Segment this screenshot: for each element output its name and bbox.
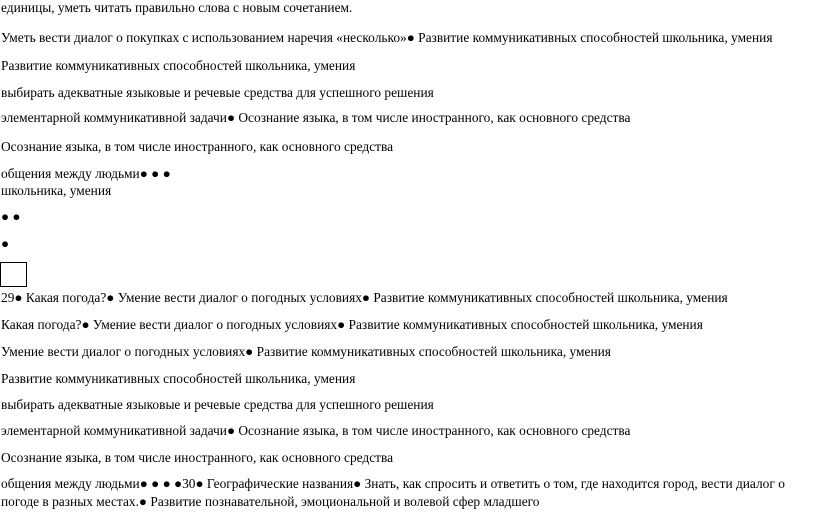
text-line-16: общения между людьми● ● ● ●30● Географические названия● Знать, как спросить и ответить о том, где находится город, вести диалог о <box>1 476 785 491</box>
text-line-8: школьника, умения <box>1 183 112 198</box>
text-line-9: 29● Какая погода?● Умение вести диалог о погодных условиях● Развитие коммуникативных способностей школьника, умения <box>1 290 728 305</box>
text-line-4: выбирать адекватные языковые и речевые средства для успешного решения <box>1 85 434 100</box>
text-line-13: выбирать адекватные языковые и речевые средства для успешного решения <box>1 397 434 412</box>
text-line-7: общения между людьми● ● ● <box>1 166 171 181</box>
text-line-15: Осознание языка, в том числе иностранного, как основного средства <box>1 450 394 465</box>
text-line-12: Развитие коммуникативных способностей школьника, умения <box>1 371 356 386</box>
text-line-6: Осознание языка, в том числе иностранного, как основного средства <box>1 139 394 154</box>
text-line-14: элементарной коммуникативной задачи● Осознание языка, в том числе иностранного, как основного средства <box>1 423 631 438</box>
text-line-17: погоде в разных местах.● Развитие познавательной, эмоциональной и волевой сфер младшего <box>1 494 540 509</box>
text-line-2: Уметь вести диалог о покупках с использованием наречия «несколько»● Развитие коммуникативных способностей школьника, умения <box>1 30 773 45</box>
text-line-3: Развитие коммуникативных способностей школьника, умения <box>1 58 356 73</box>
bullet-row-1: ● ● <box>1 209 21 224</box>
text-line-5: элементарной коммуникативной задачи● Осознание языка, в том числе иностранного, как основного средства <box>1 110 631 125</box>
text-line-1: единицы, уметь читать правильно слова с новым сочетанием. <box>1 0 353 15</box>
text-line-10: Какая погода?● Умение вести диалог о погодных условиях● Развитие коммуникативных способностей школьника, умения <box>1 317 703 332</box>
empty-cell-box <box>0 262 27 287</box>
text-line-11: Умение вести диалог о погодных условиях● Развитие коммуникативных способностей школьника, умения <box>1 344 611 359</box>
bullet-row-2: ● <box>1 236 10 251</box>
